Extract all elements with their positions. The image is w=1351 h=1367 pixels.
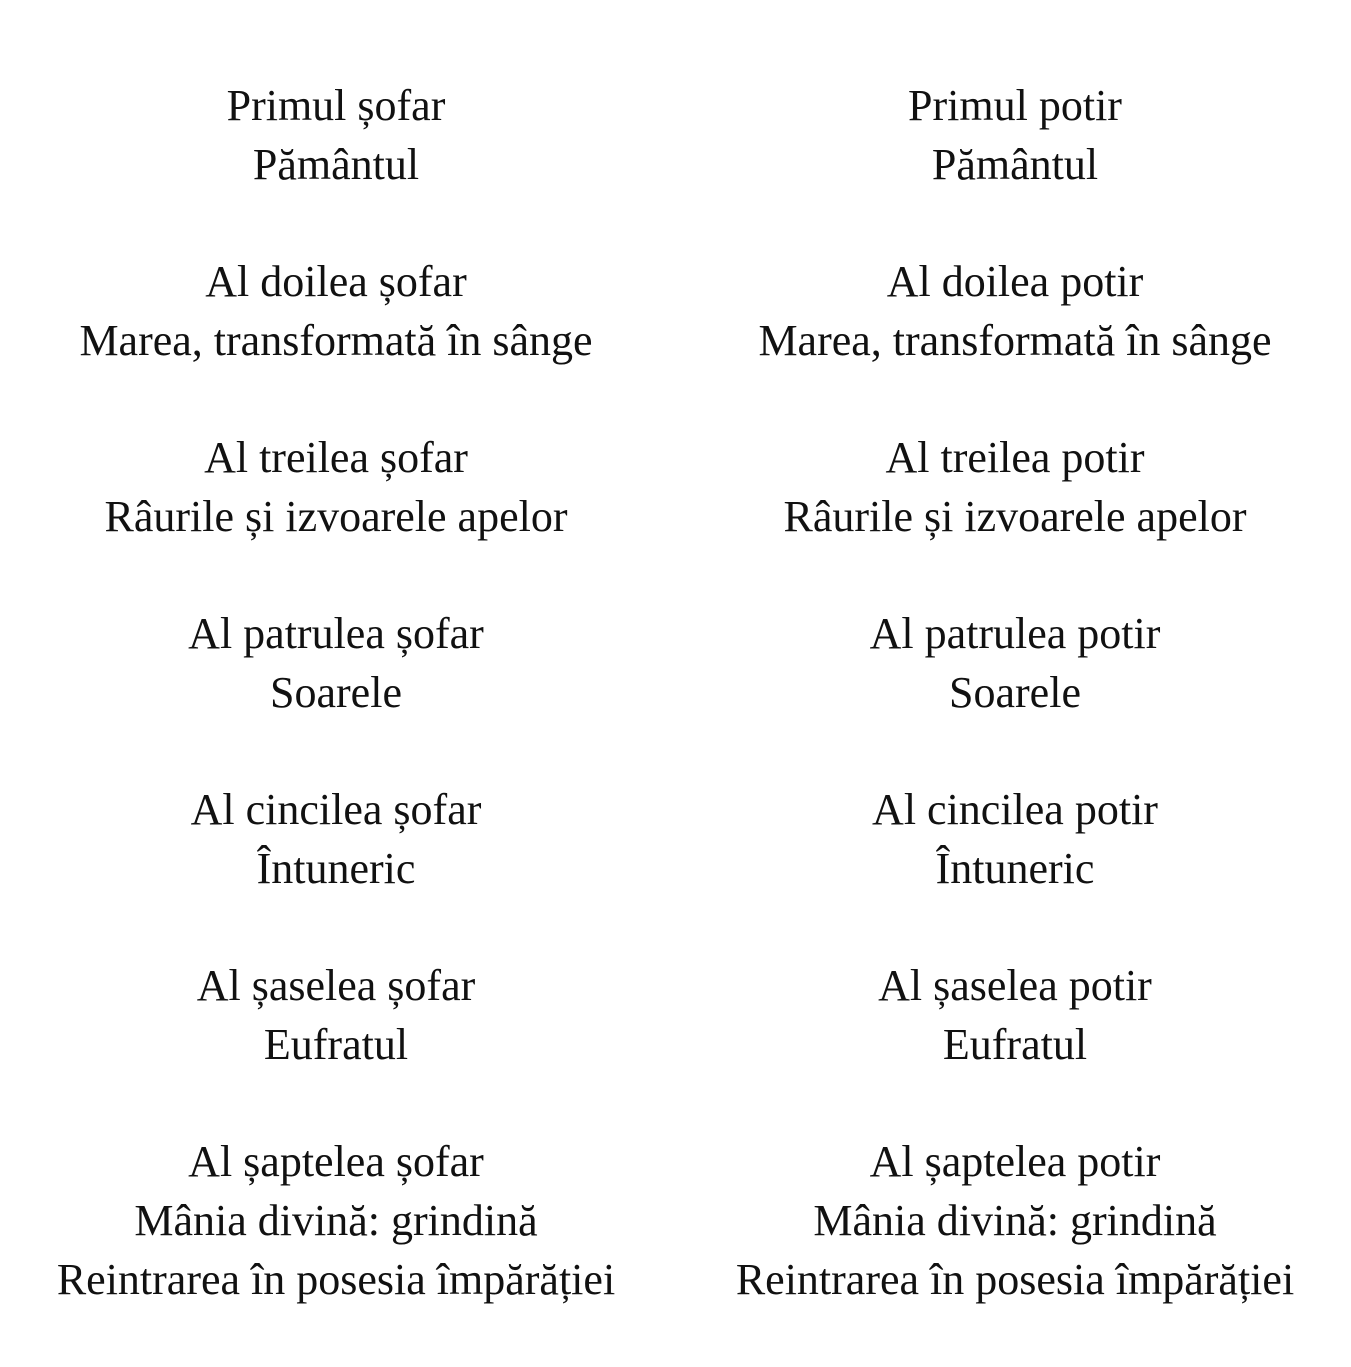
entry-line: Eufratul (942, 1020, 1088, 1069)
shofar-entry-7 (36, 1132, 636, 1309)
entry-line: Marea, transformată în sânge (79, 316, 593, 365)
entry-heading: Al șaptelea potir (869, 1137, 1161, 1186)
entry-line: Pământul (931, 140, 1099, 189)
entry-line: Întuneric (256, 844, 416, 893)
entry-line: Marea, transformată în sânge (758, 316, 1272, 365)
entry-heading: Al șaptelea șofar (188, 1137, 484, 1186)
chalice-entry-6 (715, 956, 1315, 1074)
chalice-entry-7 (715, 1132, 1315, 1309)
entry-heading: Primul potir (908, 81, 1122, 130)
entry-heading: Primul șofar (226, 81, 446, 130)
chalice-entry-4 (715, 604, 1315, 722)
entry-heading: Al șaselea șofar (196, 961, 476, 1010)
entry-line: Mânia divină: grindină (134, 1196, 538, 1245)
chalice-entry-2 (715, 252, 1315, 370)
shofar-column (36, 76, 636, 1367)
entry-heading: Al doilea potir (886, 257, 1144, 306)
entry-line: Pământul (252, 140, 420, 189)
entry-line: Râurile și izvoarele apelor (104, 492, 568, 541)
entry-line: Soarele (949, 668, 1081, 717)
entry-heading: Al cincilea potir (872, 785, 1158, 834)
entry-line: Întuneric (935, 844, 1095, 893)
chalice-entry-3 (715, 428, 1315, 546)
shofar-entry-3 (36, 428, 636, 546)
entry-line: Eufratul (263, 1020, 409, 1069)
shofar-entry-1 (36, 76, 636, 194)
shofar-entry-4 (36, 604, 636, 722)
shofar-entry-2 (36, 252, 636, 370)
entry-heading: Al treilea potir (885, 433, 1145, 482)
chalice-entry-1 (715, 76, 1315, 194)
entry-heading: Al patrulea șofar (188, 609, 484, 658)
entry-line: Reintrarea în posesia împărăției (735, 1255, 1295, 1304)
entry-heading: Al treilea șofar (204, 433, 468, 482)
shofar-entry-6 (36, 956, 636, 1074)
chalice-entry-5 (715, 780, 1315, 898)
entry-line: Mânia divină: grindină (813, 1196, 1217, 1245)
chalice-column (715, 76, 1315, 1367)
entry-heading: Al doilea șofar (205, 257, 467, 306)
shofar-entry-5 (36, 780, 636, 898)
entry-line: Soarele (270, 668, 402, 717)
entry-heading: Al șaselea potir (878, 961, 1152, 1010)
entry-heading: Al patrulea potir (869, 609, 1161, 658)
entry-line: Râurile și izvoarele apelor (783, 492, 1247, 541)
entry-heading: Al cincilea șofar (190, 785, 482, 834)
entry-line: Reintrarea în posesia împărăției (56, 1255, 616, 1304)
